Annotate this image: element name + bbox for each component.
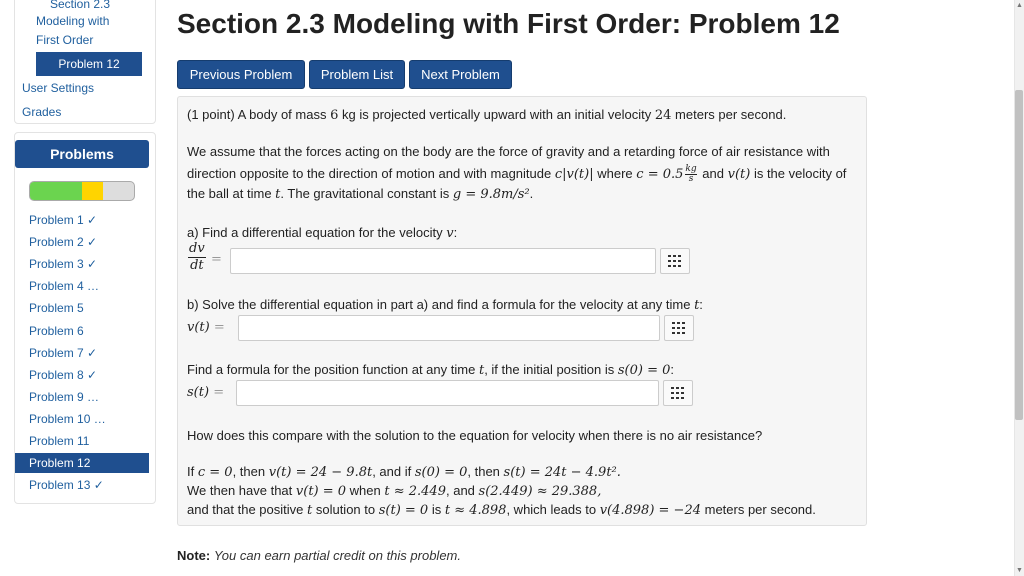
- problems-panel: [14, 132, 156, 504]
- problem-list-item-8[interactable]: Problem 8 ✓: [29, 367, 98, 382]
- equals-sign: =: [211, 252, 222, 267]
- problem-list-item-1[interactable]: Problem 1 ✓: [29, 213, 98, 227]
- progress-partial: [82, 182, 103, 200]
- answer-input-st[interactable]: [236, 380, 659, 406]
- part-c-prompt: Find a formula for the position function at any time t, if the initial position is s(0) = 0:: [187, 362, 675, 378]
- problem-list-item-13[interactable]: Problem 13 ✓: [29, 478, 104, 493]
- problem-intro: (1 point) A body of mass 6 kg is projected vertically upward with an initial velocity 24 meters per second.: [187, 107, 787, 123]
- part-a-prompt: a) Find a differential equation for the velocity v:: [187, 225, 458, 241]
- partial-credit-note: Note: You can earn partial credit on this problem.: [177, 548, 461, 563]
- equation-editor-icon[interactable]: [660, 248, 690, 274]
- problem-list-item-12[interactable]: Problem 12: [15, 453, 149, 473]
- vt-label: v(t) =: [187, 320, 225, 335]
- assumption-line-2: direction opposite to the direction of motion and with magnitude c|v(t)| where c = 0.5 $\frac{kg}{s}$ and v(t) is the velocity of: [187, 164, 847, 184]
- problems-header: Problems: [15, 140, 149, 168]
- scroll-up-icon[interactable]: ▲: [1016, 2, 1023, 9]
- solution-line-3: and that the positive t solution to s(t) = 0 is t ≈ 4.898, which leads to v(4.898) = −24 meters per second.: [187, 502, 816, 518]
- sidebar-user-settings[interactable]: User Settings: [22, 81, 95, 95]
- sidebar-modeling-link[interactable]: Modeling with: [36, 14, 110, 28]
- equation-editor-icon[interactable]: [664, 315, 694, 341]
- previous-problem-button[interactable]: Previous Problem: [177, 60, 305, 89]
- scroll-down-icon[interactable]: ▼: [1016, 567, 1023, 574]
- page-scrollbar[interactable]: [1014, 0, 1024, 576]
- sidebar-modeling-link-line2[interactable]: First Order: [36, 33, 94, 47]
- sidebar-grades[interactable]: Grades: [22, 105, 62, 119]
- problem-list-item-10[interactable]: Problem 10 …: [29, 411, 106, 426]
- answer-input-dvdt[interactable]: [230, 248, 656, 274]
- problem-list-item-6[interactable]: Problem 6: [29, 323, 84, 338]
- sidebar-nav: [14, 0, 156, 124]
- problem-list-item-2[interactable]: Problem 2 ✓: [29, 235, 98, 250]
- st-label: s(t) =: [187, 385, 225, 400]
- problem-list-item-5[interactable]: Problem 5: [29, 301, 84, 316]
- problem-list-item-9[interactable]: Problem 9 …: [29, 389, 100, 404]
- equation-editor-icon[interactable]: [663, 380, 693, 406]
- progress-correct: [30, 182, 82, 200]
- problem-list-item-4[interactable]: Problem 4 …: [29, 279, 100, 294]
- solution-line-1: If c = 0, then v(t) = 24 − 9.8t, and if s(0) = 0, then s(t) = 24t − 4.9t².: [187, 464, 621, 480]
- problem-box: [177, 96, 867, 526]
- assumption-line-1: We assume that the forces acting on the body are the force of gravity and a retarding force of air resistance with: [187, 144, 830, 159]
- solution-line-2: We then have that v(t) = 0 when t ≈ 2.449, and s(2.449) ≈ 29.388,: [187, 483, 602, 499]
- problem-list-item-7[interactable]: Problem 7 ✓: [29, 345, 98, 360]
- scroll-thumb[interactable]: [1015, 90, 1023, 420]
- progress-bar: [29, 181, 135, 201]
- sidebar-item-problem-12[interactable]: Problem 12: [36, 52, 142, 76]
- sidebar-section-link[interactable]: Section 2.3: [50, 0, 111, 11]
- next-problem-button[interactable]: Next Problem: [409, 60, 512, 89]
- dv-dt-fraction: dv dt: [189, 241, 205, 273]
- problem-list-button[interactable]: Problem List: [309, 60, 405, 89]
- answer-input-vt[interactable]: [238, 315, 660, 341]
- problem-list-item-11[interactable]: Problem 11: [29, 434, 90, 448]
- problem-list-item-3[interactable]: Problem 3 ✓: [29, 257, 98, 272]
- comparison-question: How does this compare with the solution to the equation for velocity when there is no air resistance?: [187, 428, 763, 443]
- assumption-line-3: the ball at time t. The gravitational constant is g = 9.8m/s².: [187, 186, 534, 202]
- part-b-prompt: b) Solve the differential equation in part a) and find a formula for the velocity at any time t:: [187, 297, 703, 313]
- page-title: Section 2.3 Modeling with First Order: Problem 12: [177, 8, 840, 39]
